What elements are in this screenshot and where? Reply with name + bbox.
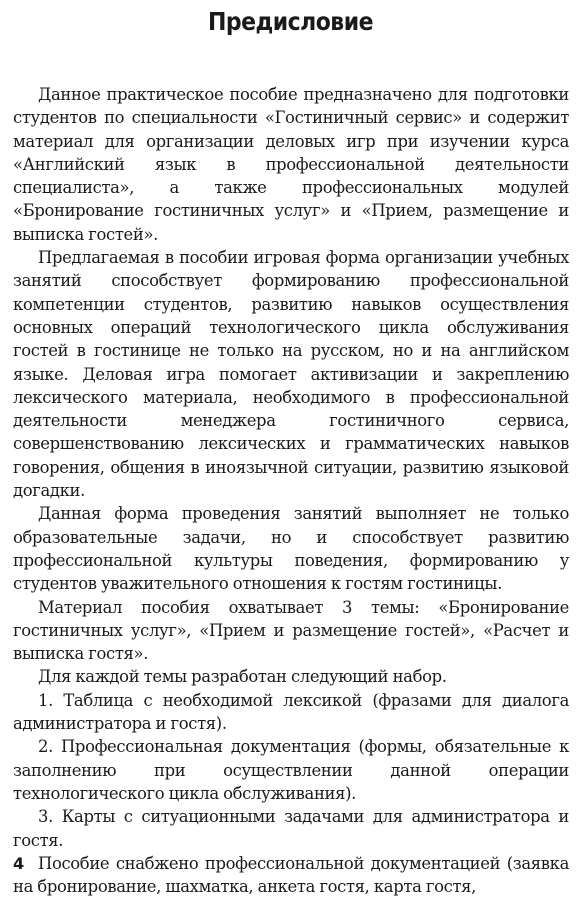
paragraph: Пособие снабжено профессиональной документацией (заявка на бронирование, шахматка, анкета гостя, карта гостя,	[13, 853, 569, 897]
list-item: 2. Профессиональная документация (формы, обязательные к заполнению при осуществлении данной операции технологического цикла обслуживания).	[13, 737, 569, 803]
list-item: 3. Карты с ситуационными задачами для администратора и гостя.	[13, 807, 569, 850]
list-item: 1. Таблица с необходимой лексикой (фразами для диалога администратора и гостя).	[13, 690, 569, 734]
page-number: 4	[13, 854, 25, 873]
paragraph: Материал пособия охватывает 3 темы: «Бронирование гостиничных услуг», «Прием и размещение гостей», «Расчет и выписка гостя».	[13, 597, 569, 664]
body-text	[13, 83, 569, 898]
page-title: Предисловие	[208, 7, 373, 36]
paragraph: Данная форма проведения занятий выполняет не только образовательные задачи, но и способствует развитию профессиональной культуры поведения, формированию у студентов уважительного отношения к гостям гостиницы.	[13, 504, 569, 594]
paragraph: Предлагаемая в пособии игровая форма организации учебных занятий способствует формированию профессиональной компетенции студентов, развитию навыков осуществления основных операций технологического цикла обслуживания гостей в гостинице не только на русском, но и на английском языке. Деловая игра помогает активизации и закреплению лексического материала, необходимого в профессиональной деятельности менеджера гостиничного сервиса, совершенствованию лексических и грамматических навыков говорения, общения в иноязычной ситуации, развитию языковой догадки.	[13, 248, 569, 501]
paragraph: Для каждой темы разработан следующий набор.	[38, 667, 447, 687]
paragraph: Данное практическое пособие предназначено для подготовки студентов по специальности «Гостиничный сервис» и содержит материал для организации деловых игр при изучении курса «Английский язык в профессиональной деятельности специалиста», а также профессиональных модулей «Бронирование гостиничных услуг» и «Прием, размещение и выписка гостей».	[13, 85, 569, 244]
